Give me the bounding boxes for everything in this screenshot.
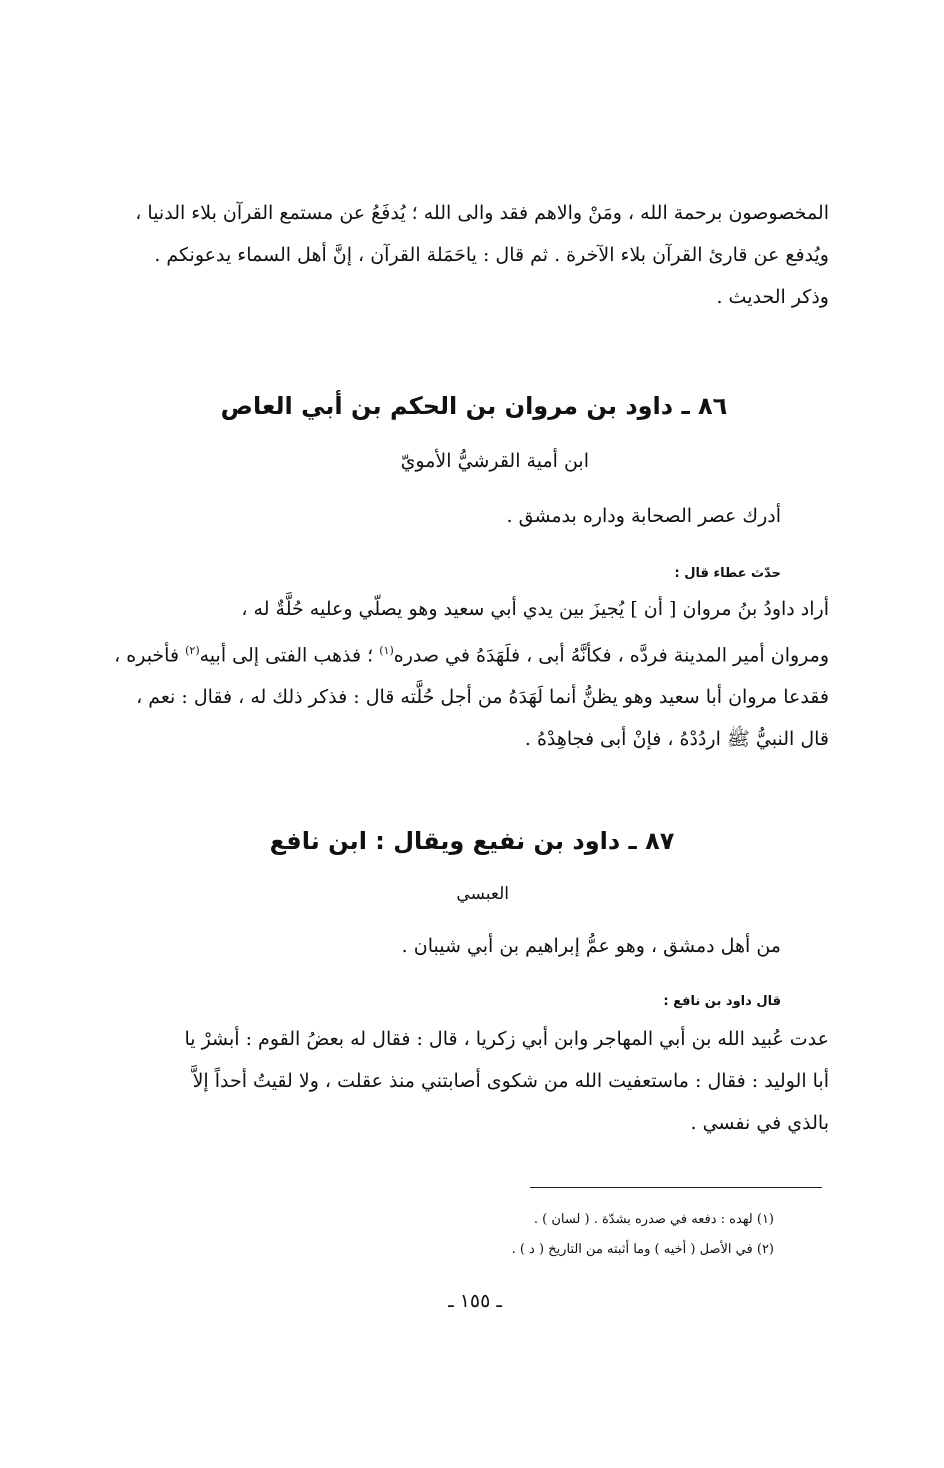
text-line: عدت عُبيد الله بن أبي المهاجر وابن أبي زكريا ، قال : فقال له بعضُ القوم : أبشرْ يا [184,1028,829,1050]
entry-87-heading: ٨٧ ـ داود بن نفيع ويقال : ابن نافع [269,827,675,855]
entry-86-description: أدرك عصر الصحابة وداره بدمشق . [506,505,781,527]
text-fragment: ؛ فذهب الفتى إلى أبيه [199,644,374,667]
footnote-2: (٢) في الأصل ( أخيه ) وما أثبته من التاريخ ( د ) . [511,1242,774,1257]
entry-86-narration [114,588,829,760]
footnote-ref-2: (٢) [185,644,200,657]
entry-87-narration [114,1018,829,1144]
text-line: قال النبيُّ ﷺ اردُدْهُ ، فإنْ أبى فجاهِدْهُ . [524,728,829,751]
entry-86-heading: ٨٦ ـ داود بن مروان بن الحكم بن أبي العاص [220,392,728,420]
text-line: المخصوصون برحمة الله ، ومَنْ والاهم فقد والى الله ؛ يُدفَعُ عن مستمع القرآن بلاء الدنيا ، [135,202,829,224]
page-number: ـ ١٥٥ ـ [448,1290,502,1312]
text-line [114,630,829,676]
entry-87-subheading: العبسي [456,884,509,904]
entry-87-description: من أهل دمشق ، وهو عمُّ إبراهيم بن أبي شيبان . [401,935,781,957]
text-line: ويُدفع عن قارئ القرآن بلاء الآخرة . ثم قال : ياحَمَلة القرآن ، إنَّ أهل السماء يدعونكم . [154,244,829,266]
entry-87-narrator-label: قال داود بن نافع : [663,994,781,1009]
text-line: فقدعا مروان أبا سعيد وهو يظنُّ أنما لَهَدَهُ من أجل حُلَّته قال : فذكر ذلك له ، فقال : نعم ، [136,686,829,709]
text-fragment: فأخبره ، [114,644,180,667]
footnote-1: (١) لهده : دفعه في صدره بشدّة . ( لسان ) . [533,1212,774,1227]
text-line: وذكر الحديث . [716,286,829,308]
intro-paragraph [114,192,829,318]
entry-86-narrator-label: حدّث عطاء قال : [674,566,781,581]
text-line: أبا الوليد : فقال : ماستعفيت الله من شكوى أصابتني منذ عقلت ، ولا لقيتُ أحداً إلاَّ [192,1070,829,1092]
text-line: بالذي في نفسي . [690,1112,829,1134]
entry-86-subheading: ابن أمية القرشيُّ الأمويّ [400,450,589,472]
footnote-divider [530,1187,822,1188]
text-line: أراد داودُ بنُ مروان [ أن ] يُجيزَ بين يدي أبي سعيد وهو يصلّي وعليه حُلَّةٌ له ، [241,598,829,620]
footnote-ref-1: (١) [379,644,394,657]
text-fragment: ومروان أمير المدينة فردَّه ، فكأنَّهُ أبى ، فلَهَدَهُ في صدره [393,644,829,667]
